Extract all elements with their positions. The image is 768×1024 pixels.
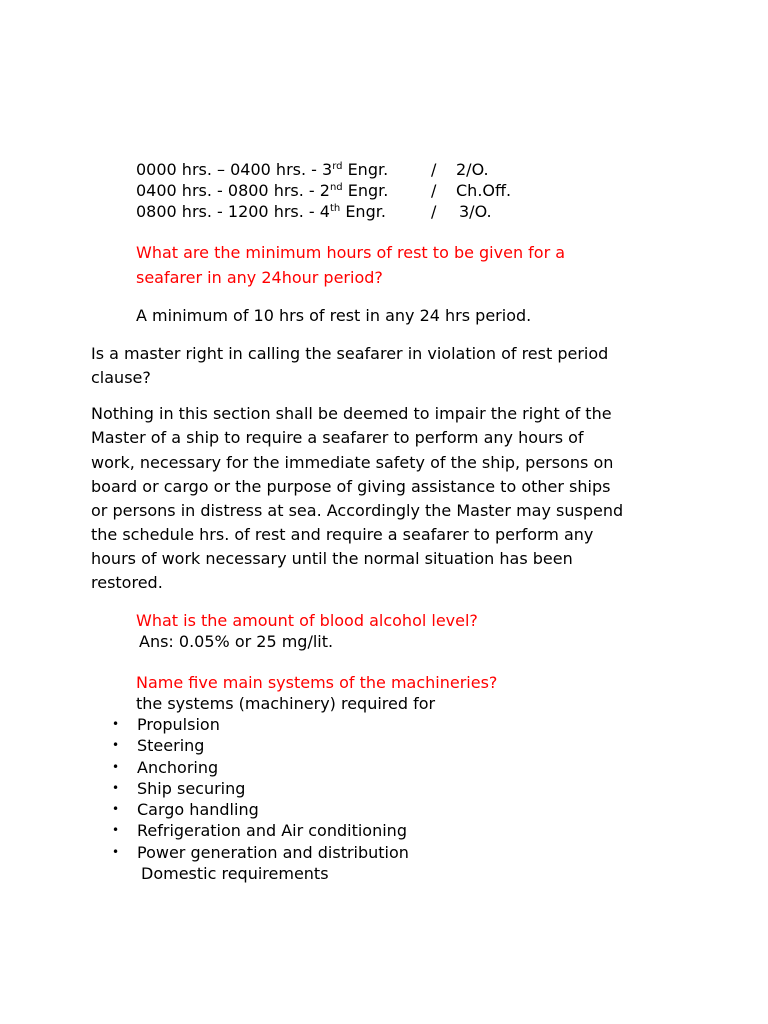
systems-intro: the systems (machinery) required for — [136, 694, 436, 713]
answer-alcohol: Ans: 0.05% or 25 mg/lit. — [139, 632, 334, 651]
bullet-icon: • — [112, 780, 120, 795]
bullet-icon: • — [112, 759, 120, 774]
bullet-icon: • — [112, 844, 120, 859]
schedule-sep-1: / — [431, 160, 437, 179]
schedule-time: 0000 hrs. – 0400 hrs. - 3 — [136, 160, 333, 179]
schedule-sep-2: / — [431, 181, 437, 200]
bullet-icon: • — [112, 823, 120, 838]
answer-rest: A minimum of 10 hrs of rest in any 24 hrs period. — [136, 306, 532, 325]
schedule-sep-3: / — [431, 202, 437, 221]
schedule-officer-1: 2/O. — [456, 160, 489, 179]
question-master-line-1: Is a master right in calling the seafarer in violation of rest period — [91, 344, 609, 363]
schedule-row-1 — [136, 160, 388, 180]
schedule-officer-3: 3/O. — [459, 202, 492, 221]
question-rest-line-2: seafarer in any 24hour period? — [136, 268, 383, 287]
schedule-time: 0800 hrs. - 1200 hrs. - 4 — [136, 202, 330, 221]
domestic-requirements: Domestic requirements — [141, 864, 329, 883]
paragraph-line: work, necessary for the immediate safety of the ship, persons on — [91, 453, 614, 472]
question-alcohol: What is the amount of blood alcohol level? — [136, 611, 478, 630]
ordinal-suffix: rd — [332, 161, 343, 172]
paragraph-line: hours of work necessary until the normal situation has been — [91, 549, 573, 568]
ordinal-suffix: nd — [329, 182, 343, 193]
document-page: 0000 hrs. – 0400 hrs. - 3rd Engr. / 2/O. 0400 hrs. - 0800 hrs. - 2nd Engr. / Ch.Off. 0800 hrs. - 1200 hrs. - 4th Engr. / 3/O. What are the minimum hours of rest to be given for a seafarer in any 24hour period? A minimum of 10 hrs of rest in any 24 hrs period. Is a master right in calling the seafarer in violation of rest period clause? Nothing in this section shall be deemed to impair the right of the Master of a ship to require a seafarer to perform any hours of work, necessary for the immediate safety of the ship, persons on board or cargo or the purpose of giving assistance to other ships or persons in distress at sea. Accordingly the Master may suspend the schedule hrs. of rest and require a seafarer to perform any hours of work necessary until the normal situation has been restored. What is the amount of blood alcohol level? Ans: 0.05% or 25 mg/lit. Name five main systems of the machineries? the systems (machinery) required for • Propulsion • Steering • Anchoring • Ship securing • Cargo handling • Refrigeration and Air conditioning • Power generation and distribution Domestic requirements — [91, 160, 624, 883]
paragraph-line: Master of a ship to require a seafarer to perform any hours of — [91, 428, 584, 447]
paragraph-line: board or cargo or the purpose of giving assistance to other ships — [91, 477, 611, 496]
ordinal-suffix: th — [329, 203, 341, 214]
schedule-row-2 — [136, 181, 388, 201]
engineer-label: Engr. — [342, 160, 389, 179]
schedule-officer-2: Ch.Off. — [456, 181, 512, 200]
paragraph-line: restored. — [91, 573, 163, 592]
paragraph-line: or persons in distress at sea. Accordingly the Master may suspend — [91, 501, 624, 520]
bullet-icon: • — [112, 738, 120, 753]
engineer-label: Engr. — [342, 181, 389, 200]
bullet-icon: • — [112, 802, 120, 817]
engineer-label: Engr. — [340, 202, 386, 221]
schedule-row-3 — [136, 202, 386, 222]
paragraph-line: Nothing in this section shall be deemed to impair the right of the — [91, 404, 612, 423]
schedule-time: 0400 hrs. - 0800 hrs. - 2 — [136, 181, 330, 200]
question-master-line-2: clause? — [91, 368, 151, 387]
question-rest-line-1: What are the minimum hours of rest to be given for a — [136, 243, 566, 262]
question-systems: Name five main systems of the machineries? — [136, 673, 498, 692]
paragraph-line: the schedule hrs. of rest and require a seafarer to perform any — [91, 525, 594, 544]
bullet-icon: • — [112, 717, 120, 731]
